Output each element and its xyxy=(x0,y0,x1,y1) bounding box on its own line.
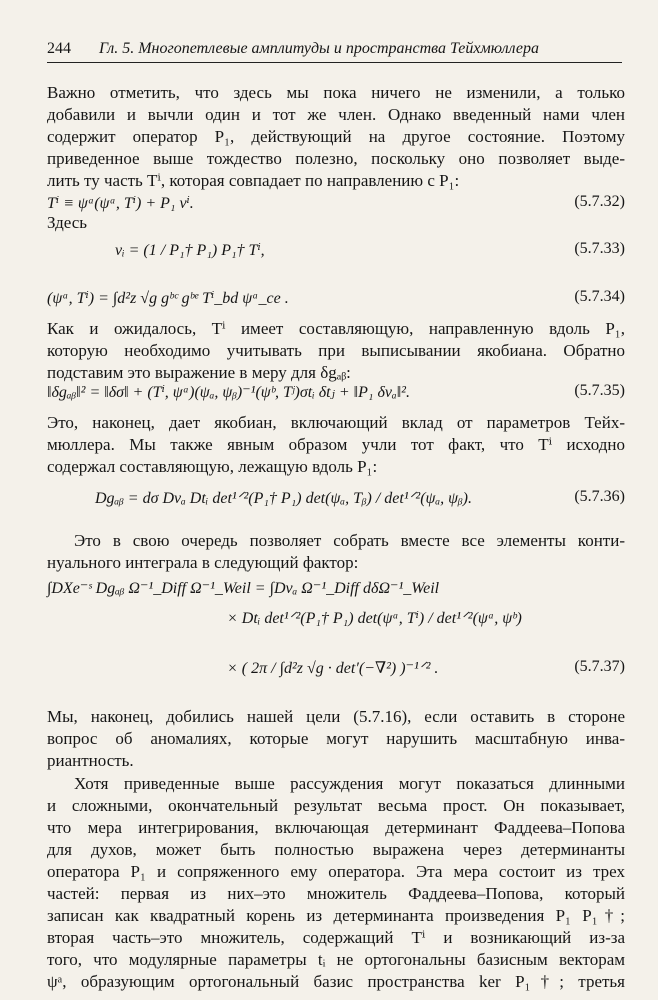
equation-body: ‖δgₐᵦ‖² = ‖δσ‖ + (Tⁱ, ψᵃ)(ψₐ, ψᵦ)⁻¹(ψᵇ, Tʲ)σtᵢ δtⱼ + ‖P₁ δvₐ‖². xyxy=(47,384,410,401)
text-line: содержал составляющую, лежащую вдоль P₁: xyxy=(47,457,378,476)
running-title: Гл. 5. Многопетлевые амплитуды и пространства Тейхмюллера xyxy=(99,40,540,57)
equation-number: (5.7.33) xyxy=(574,240,625,257)
text-line: Мы, наконец, добились нашей цели (5.7.16), если оставить в стороне xyxy=(47,707,625,726)
equation-line: × Dtᵢ det¹ᐟ²(P₁† P₁) det(ψᵃ, Tⁱ) / det¹ᐟ²(ψᵃ, ψᵇ) xyxy=(227,610,522,627)
equation-line: × ( 2π / ∫d²z √g · det′(−∇²) )⁻¹ᐟ² . xyxy=(227,660,439,677)
text-line: записан как квадратный корень из детерминанта произведения P₁ P₁†; xyxy=(47,906,625,925)
equation-number: (5.7.37) xyxy=(574,658,625,675)
text-line: лить ту часть Tⁱ, которая совпадает по направлению с P₁: xyxy=(47,171,460,190)
equation-body: Tⁱ ≡ ψᵃ(ψᵃ, Tⁱ) + P₁ vⁱ. xyxy=(47,195,194,212)
text-line: Важно отметить, что здесь мы пока ничего не изменили, а только xyxy=(47,83,625,102)
equation-number: (5.7.32) xyxy=(574,193,625,210)
text-line: вторая часть–это множитель, содержащий Tⁱ и возникающий из-за xyxy=(47,928,625,947)
equation-number: (5.7.34) xyxy=(574,288,625,305)
page-number: 244 xyxy=(47,40,71,57)
text-line: приведенное выше тождество полезно, поскольку оно позволяет выде- xyxy=(47,149,625,168)
equation-line: ∫DXe⁻ˢ Dgₐᵦ Ω⁻¹_Diff Ω⁻¹_Weil = ∫Dvₐ Ω⁻¹_Diff dδΩ⁻¹_Weil xyxy=(47,580,440,597)
text-line: Хотя приведенные выше рассуждения могут показаться длинными xyxy=(74,774,625,793)
equation-body: vᵢ = (1 / P₁† P₁) P₁† Tⁱ, xyxy=(115,242,265,259)
text-line: нуального интеграла в следующий фактор: xyxy=(47,553,359,572)
equation-number: (5.7.35) xyxy=(574,382,625,399)
text-line: для духов, может быть полностью выражена через детерминанты xyxy=(47,840,625,859)
text-line: вопрос об аномалиях, которые могут нарушить масштабную инва- xyxy=(47,729,625,748)
text-line: добавили и вычли один и тот же член. Однако введенный нами член xyxy=(47,105,625,124)
running-header xyxy=(47,40,622,63)
equation-body: Dgₐᵦ = dσ Dvₐ Dtᵢ det¹ᐟ²(P₁† P₁) det(ψₐ, Tᵦ) / det¹ᐟ²(ψₐ, ψᵦ). xyxy=(95,490,472,507)
equation-number: (5.7.36) xyxy=(574,488,625,505)
text-line: Как и ожидалось, Tⁱ имеет составляющую, направленную вдоль P₁, xyxy=(47,319,625,338)
text-line: оператора P₁ и сопряженного ему оператора. Эта мера состоит из трех xyxy=(47,862,625,881)
text-line: мюллера. Мы также явным образом учли тот факт, что Tⁱ исходно xyxy=(47,435,625,454)
text-line: частей: первая из них–это множитель Фаддеева–Попова, который xyxy=(47,884,625,903)
text-line: содержит оператор P₁, действующий на другое состояние. Поэтому xyxy=(47,127,625,146)
equation-5-7-37 xyxy=(47,578,625,688)
text-line: и сложными, окончательный результат весьма прост. Он показывает, xyxy=(47,796,625,815)
text-line: Это, наконец, дает якобиан, включающий вклад от параметров Тейх- xyxy=(47,413,625,432)
text-line: подставим это выражение в меру для δgₐᵦ: xyxy=(47,363,351,382)
text-line: Это в свою очередь позволяет собрать вместе все элементы конти- xyxy=(74,531,625,550)
text-line: которую необходимо учитывать при выписывании якобиана. Обратно xyxy=(47,341,625,360)
text-line: ψᵃ, образующим ортогональный базис пространства ker P₁†; третья xyxy=(47,972,625,991)
text-line: что мера интегрирования, включающая детерминант Фаддеева–Попова xyxy=(47,818,625,837)
equation-body: (ψᵃ, Tⁱ) = ∫d²z √g gᵇᶜ gᵇᵉ Tⁱ_bd ψᵃ_ce . xyxy=(47,290,289,307)
text-line: того, что модулярные параметры tᵢ не ортогональны базисным векторам xyxy=(47,950,625,969)
text-line: Здесь xyxy=(47,213,88,232)
text-line: риантность. xyxy=(47,751,134,770)
